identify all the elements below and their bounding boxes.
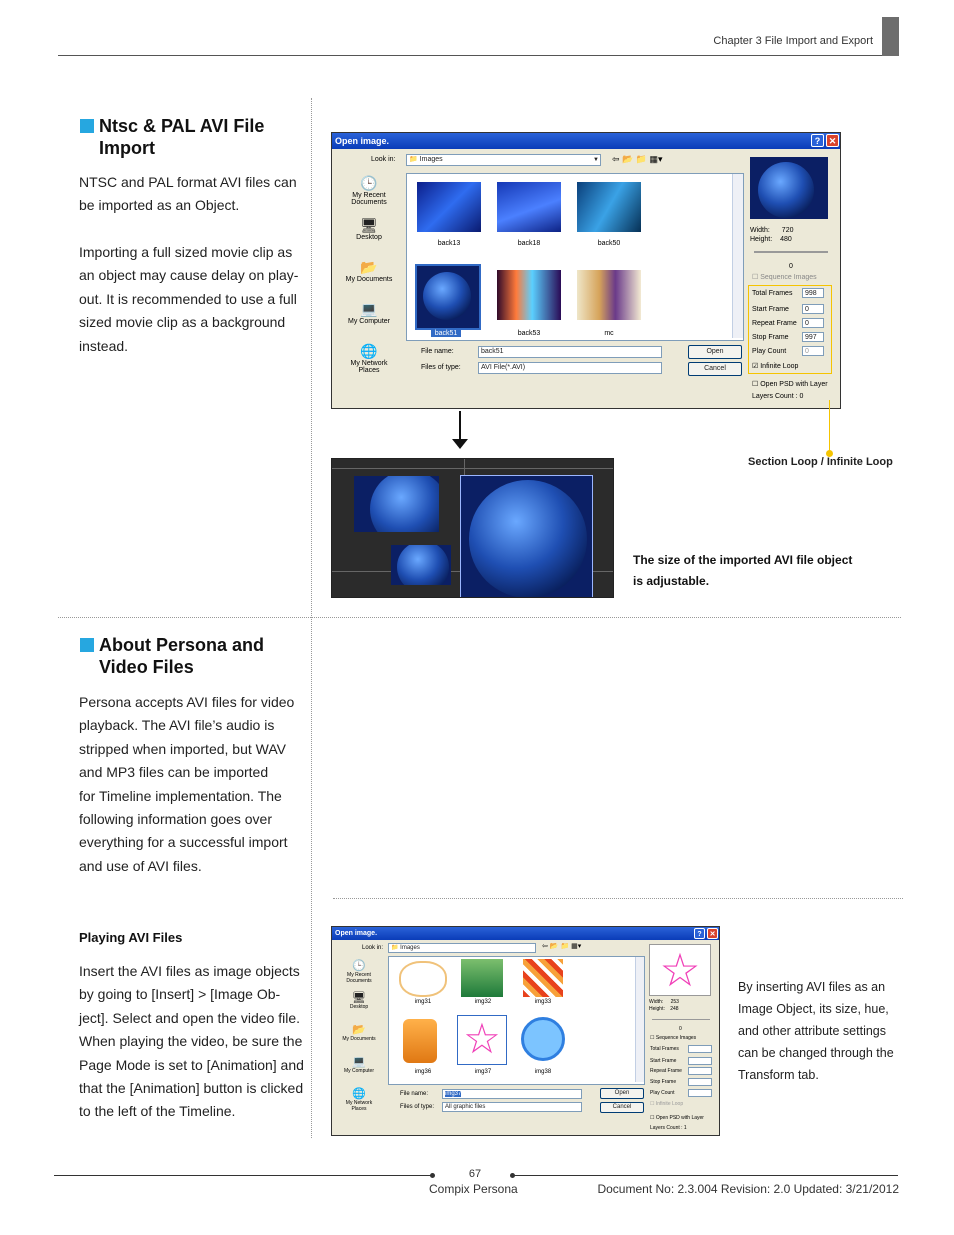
footer-dot (430, 1173, 435, 1178)
file-thumb-img33[interactable] (523, 959, 563, 997)
footer-doc-info: Document No: 2.3.004 Revision: 2.0 Updated: 3/21/2012 (597, 1182, 899, 1196)
desktop-icon: 🖥 (360, 217, 378, 233)
header-bar (882, 17, 899, 56)
playing-avi-text: Insert the AVI files as image objects by going to [Insert] > [Image Ob- ject]. Select and open the video file. When playing the video, be sure the Page Mode is set to [Animation] and that the [Animation] button is clicked to the left of the Timeline. (79, 963, 304, 1120)
preview-image (750, 157, 828, 219)
avi-object-tiny[interactable] (391, 545, 451, 585)
look-in-select[interactable]: 📁 Images (388, 943, 536, 953)
dialog-titlebar: Open image. ? ✕ (332, 133, 840, 149)
file-thumb-img37[interactable]: ☆ (457, 1015, 507, 1065)
section-title-persona-video: About Persona and Video Files (99, 634, 264, 678)
down-arrow-icon (452, 439, 468, 449)
help-icon[interactable]: ? (694, 928, 705, 939)
toolbar-icons[interactable]: ⇦ 📂 📁 ▦▾ (612, 154, 663, 164)
my-documents-icon: 📂 (360, 259, 378, 275)
folder-icon: 📁 (391, 945, 399, 951)
header-rule (58, 55, 884, 56)
places-bar (340, 175, 398, 385)
place-documents[interactable]: 📂 My Documents (338, 1023, 380, 1055)
file-thumb-back51[interactable] (415, 264, 481, 330)
subsection-separator (333, 898, 903, 899)
file-thumb-back13[interactable] (417, 182, 481, 232)
open-image-dialog-graphic: Open image. ? ✕ Look in: 📁 Images ⇦ 📂 📁 ▦▾ 🕒 My Recent Documents 🖥 Desktop 📂 My Documents 💻 My Computer 🌐 My Network Places img31 img32 img33 img36 ☆ img37 img38 File name: img37 Files of type: All graphic files Open Cancel ☆ Width: 253 Height: 248 0 ☐ Sequence Images Total Frames Start Frame Repeat Frame Stop Frame Play Count ☐ Infinite Loop ☐ Open PSD with Layer Layers Count : 1 (331, 926, 720, 1136)
file-thumb-mc[interactable] (577, 270, 641, 320)
preview-image: ☆ (649, 944, 711, 996)
file-type-select[interactable]: All graphic files (442, 1102, 582, 1112)
subsection-title-playing-avi: Playing AVI Files (79, 930, 183, 945)
open-button[interactable]: Open (688, 345, 742, 359)
open-button[interactable]: Open (600, 1088, 644, 1099)
file-list-scrollbar[interactable] (732, 174, 743, 338)
file-thumb-img32[interactable] (461, 959, 503, 997)
section-title-ntsc-pal: Ntsc & PAL AVI File Import (99, 115, 264, 159)
my-documents-icon: 📂 (352, 1024, 366, 1036)
place-network[interactable]: 🌐 My Network Places (340, 343, 398, 385)
network-places-icon: 🌐 (352, 1088, 366, 1100)
cancel-button[interactable]: Cancel (688, 362, 742, 376)
place-recent[interactable]: 🕒 My Recent Documents (340, 175, 398, 217)
section-bullet-icon (80, 119, 94, 133)
file-type-select[interactable]: AVI File(*.AVI) (478, 362, 662, 374)
play-count-field[interactable] (688, 1089, 712, 1097)
section-separator (58, 617, 901, 618)
desktop-icon: 🖥 (352, 992, 366, 1004)
file-thumb-back18[interactable] (497, 182, 561, 232)
repeat-frame-field[interactable]: 0 (802, 318, 824, 328)
open-psd-checkbox[interactable]: ☐ Open PSD with Layer (650, 1115, 704, 1121)
close-icon[interactable]: ✕ (707, 928, 718, 939)
section-bullet-icon (80, 638, 94, 652)
ntsc-intro-text: NTSC and PAL format AVI files can be imported as an Object. (79, 174, 297, 214)
dialog-titlebar: Open image. ? ✕ (332, 927, 719, 940)
file-list: img31 img32 img33 img36 ☆ img37 img38 (388, 956, 645, 1085)
file-list: back13 back18 back50 back51 back53 mc (406, 173, 744, 341)
file-thumb-img36[interactable] (403, 1019, 437, 1063)
file-thumb-back53[interactable] (497, 270, 561, 320)
place-computer[interactable]: 💻 My Computer (340, 301, 398, 343)
frame-slider[interactable] (754, 251, 828, 253)
total-frames-field[interactable] (688, 1045, 712, 1053)
place-documents[interactable]: 📂 My Documents (340, 259, 398, 301)
footer-product: Compix Persona (429, 1182, 518, 1196)
avi-object-canvas (331, 458, 614, 598)
chapter-header: Chapter 3 File Import and Export (713, 35, 873, 47)
persona-video-text: Persona accepts AVI files for video playback. The AVI file’s audio is stripped when imported, but WAV and MP3 files can be imported for Timeline implementation. The following information goes over everything for a successful import and use of AVI files. (79, 694, 295, 874)
open-psd-checkbox[interactable]: ☐ Open PSD with Layer (752, 381, 828, 388)
down-arrow-shaft (459, 411, 461, 441)
transform-caption: By inserting AVI files as an Image Object, its size, hue, and other attribute settings can be changed through the Transform tab. (738, 980, 894, 1082)
page-number: 67 (468, 1168, 482, 1180)
sequence-images-checkbox[interactable]: ☐ Sequence Images (650, 1035, 697, 1041)
callout-line (829, 400, 830, 452)
file-thumb-back50[interactable] (577, 182, 641, 232)
file-name-input[interactable]: back51 (478, 346, 662, 358)
toolbar-icons[interactable]: ⇦ 📂 📁 ▦▾ (542, 943, 582, 950)
avi-object-small[interactable] (354, 476, 439, 532)
total-frames-field[interactable]: 998 (802, 288, 824, 298)
start-frame-field[interactable]: 0 (802, 304, 824, 314)
folder-icon: 📁 (409, 156, 418, 163)
footer-rule-right (512, 1175, 898, 1176)
place-desktop[interactable]: 🖥 Desktop (338, 991, 380, 1023)
file-name-input[interactable]: img37 (442, 1089, 582, 1099)
callout-loop-label: Section Loop / Infinite Loop (748, 456, 893, 468)
place-recent[interactable]: 🕒 My Recent Documents (338, 959, 380, 991)
recent-documents-icon: 🕒 (360, 175, 378, 191)
start-frame-field[interactable] (688, 1057, 712, 1065)
sequence-images-checkbox[interactable]: ☐ Sequence Images (752, 274, 817, 281)
callout-size-text: The size of the imported AVI file object is adjustable. (633, 553, 853, 588)
frame-slider[interactable] (652, 1019, 710, 1020)
file-list-scrollbar[interactable] (635, 957, 644, 1082)
infinite-loop-checkbox[interactable]: ☑ Infinite Loop (752, 363, 799, 370)
loop-settings-highlight (748, 285, 832, 374)
place-desktop[interactable]: 🖥 Desktop (340, 217, 398, 259)
my-computer-icon: 💻 (352, 1056, 366, 1068)
column-divider (311, 98, 312, 1138)
infinite-loop-checkbox[interactable]: ☐ Infinite Loop (650, 1101, 684, 1107)
chevron-down-icon: ▼ (593, 157, 599, 163)
recent-documents-icon: 🕒 (352, 960, 366, 972)
place-computer[interactable]: 💻 My Computer (338, 1055, 380, 1087)
my-computer-icon: 💻 (360, 301, 378, 317)
ntsc-warning-text: Importing a full sized movie clip as an object may cause delay on play- out. It is recommended to use a full sized movie clip as a background instead. (79, 244, 299, 354)
open-image-dialog-avi: Open image. ? ✕ Look in: 📁 Images ▼ ⇦ 📂 📁 ▦▾ 🕒 My Recent Documents 🖥 Desktop 📂 My Documents 💻 My Computer 🌐 My Network Places back13 back18 back50 back51 back53 mc File name: back51 Files of type: AVI File(*.AVI) Open Cancel Width: 720 Height: 480 0 ☐ Sequence Images Total Frames 998 Start Frame 0 Repeat Frame 0 Stop Frame 997 Play Count 0 ☑ Infinite Loop ☐ Open PSD with Layer Layers Count : 0 (331, 132, 841, 409)
places-bar (338, 959, 380, 1119)
footer-rule-left (54, 1175, 434, 1176)
close-icon[interactable]: ✕ (826, 134, 839, 147)
look-in-select[interactable]: 📁 Images ▼ (406, 154, 601, 166)
network-places-icon: 🌐 (360, 343, 378, 359)
stop-frame-field[interactable]: 997 (802, 332, 824, 342)
place-network[interactable]: 🌐 My Network Places (338, 1087, 380, 1119)
play-count-field[interactable]: 0 (802, 346, 824, 356)
file-thumb-img31[interactable] (399, 961, 447, 997)
help-icon[interactable]: ? (811, 134, 824, 147)
stop-frame-field[interactable] (688, 1078, 712, 1086)
cancel-button[interactable]: Cancel (600, 1102, 644, 1113)
repeat-frame-field[interactable] (688, 1067, 712, 1075)
look-in-label: Look in: (371, 156, 396, 163)
file-thumb-img38[interactable] (521, 1017, 565, 1061)
avi-object-large[interactable] (461, 476, 592, 597)
